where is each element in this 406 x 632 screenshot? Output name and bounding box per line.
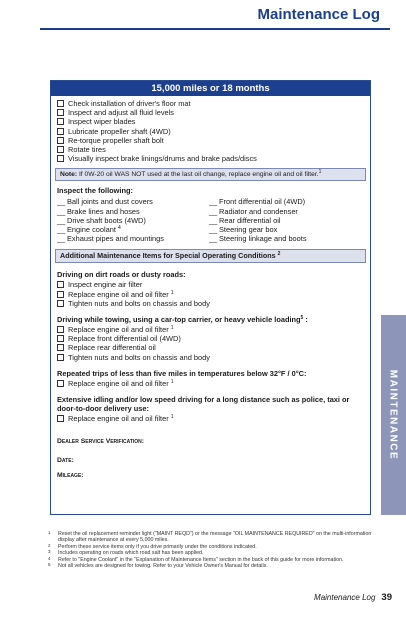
checkbox-icon[interactable] [57, 100, 64, 107]
date-label: Date: [57, 457, 74, 465]
checkbox-icon[interactable] [57, 155, 64, 162]
note-label: Note: [60, 171, 78, 179]
maintenance-panel [50, 80, 371, 515]
section-title-idling: Extensive idling and/or low speed driving for a long distance such as police, taxi or door-to-door delivery use: [57, 395, 350, 414]
checkbox-icon[interactable] [57, 380, 64, 387]
section-title-short-trips: Repeated trips of less than five miles in temperatures below 32°F / 0°C: [57, 368, 307, 378]
checkbox-icon[interactable] [57, 109, 64, 116]
inspect-item: __ Front differential oil (4WD) [209, 197, 306, 207]
checklist-item: Replace engine oil and oil filter $^1$ [57, 325, 370, 334]
footnotes [46, 531, 376, 569]
footnote: 2 Perform these service items only if you drive primarily under the conditions indicated. [48, 542, 257, 550]
checklist-item: Rotate tires [57, 145, 370, 154]
checklist-item: Visually inspect brake linings/drums and brake pads/discs [57, 154, 370, 163]
checkbox-icon[interactable] [57, 291, 64, 298]
page-number: 39 [381, 592, 392, 603]
section-list-idling [57, 414, 370, 423]
checklist-item: Re-torque propeller shaft bolt [57, 136, 370, 145]
dealer-verification [57, 437, 370, 480]
service-checklist [57, 99, 370, 163]
section-list-dusty [57, 280, 370, 308]
checkbox-icon[interactable] [57, 118, 64, 125]
inspect-item: __ Radiator and condenser [209, 206, 298, 216]
section-list-short-trips [57, 379, 370, 388]
checkbox-icon[interactable] [57, 146, 64, 153]
checkbox-icon[interactable] [57, 415, 64, 422]
checkbox-icon[interactable] [57, 335, 64, 342]
inspect-item: __ Rear differential oil [209, 215, 281, 225]
page-title: Maintenance Log [257, 6, 380, 23]
inspect-item: __ Steering gear box [209, 225, 278, 235]
section-title-towing: Driving while towing, using a car-top carrier, or heavy vehicle loading$^5$ : [57, 315, 308, 325]
inspect-item: __ Brake lines and hoses [57, 206, 140, 216]
footnote: 3 Includes operating on roads which road salt has been applied. [48, 549, 204, 557]
inspect-item: __ Drive shaft boots (4WD) [57, 215, 146, 225]
inspect-item: __ Ball joints and dust covers [57, 197, 153, 207]
footnote: 5 Not all vehicles are designed for towing. Refer to your Vehicle Owner's Manual for details. [48, 562, 268, 570]
checklist-item: Replace rear differential oil [57, 343, 370, 352]
inspect-column-right [209, 197, 361, 243]
oil-note [55, 168, 366, 181]
additional-items-header: Additional Maintenance Items for Special Operating Conditions $^2$ [55, 249, 366, 263]
checklist-item: Replace front differential oil (4WD) [57, 334, 370, 343]
checklist-item: Inspect engine air filter [57, 280, 370, 289]
note-text: If 0W-20 oil WAS NOT used at the last oil change, replace engine oil and oil filter. [78, 171, 319, 179]
checklist-item: Lubricate propeller shaft (4WD) [57, 127, 370, 136]
footnote: 4 Refer to "Engine Coolant" in the "Explanation of Maintenance Items" section in the back of this guide for more information. [48, 555, 344, 563]
checkbox-icon[interactable] [57, 128, 64, 135]
dealer-verification-label: Dealer Service Verification: [57, 438, 145, 446]
inspect-columns [57, 197, 370, 243]
inspect-item: __ Engine coolant $^4$ [57, 225, 121, 235]
section-list-towing [57, 325, 370, 362]
inspect-heading: Inspect the following: [57, 186, 133, 196]
checklist-item: Replace engine oil and oil filter $^1$ [57, 290, 370, 299]
checklist-item: Tighten nuts and bolts on chassis and body [57, 299, 370, 308]
inspect-item: __ Steering linkage and boots [209, 234, 307, 244]
checkbox-icon[interactable] [57, 137, 64, 144]
footer-label: Maintenance Log [314, 593, 376, 602]
checklist-item: Check installation of driver's floor mat [57, 99, 370, 108]
checklist-item: Replace engine oil and oil filter $^1$ [57, 379, 370, 388]
checkbox-icon[interactable] [57, 281, 64, 288]
checkbox-icon[interactable] [57, 344, 64, 351]
checkbox-icon[interactable] [57, 326, 64, 333]
checklist-item: Inspect wiper blades [57, 117, 370, 126]
checkbox-icon[interactable] [57, 300, 64, 307]
inspect-column-left [57, 197, 209, 243]
checklist-item: Inspect and adjust all fluid levels [57, 108, 370, 117]
interval-header: 15,000 miles or 18 months [51, 81, 370, 96]
checklist-item: Tighten nuts and bolts on chassis and body [57, 353, 370, 362]
footnote: 1 Reset the oil replacement reminder light ("MAINT REQD") or the message "OIL MAINTENANCE REQUIRED" on the multi-information display after maintenance at every 5,000 miles. [48, 530, 372, 544]
checklist-item: Replace engine oil and oil filter $^1$ [57, 414, 370, 423]
mileage-label: Mileage: [57, 472, 84, 480]
note-footnote-ref: 1 [318, 169, 322, 176]
header-rule [40, 28, 390, 30]
inspect-item: __ Exhaust pipes and mountings [57, 234, 164, 244]
section-title-dusty: Driving on dirt roads or dusty roads: [57, 270, 186, 280]
checkbox-icon[interactable] [57, 354, 64, 361]
side-tab-label: MAINTENANCE [387, 369, 399, 461]
page-footer [314, 592, 392, 603]
